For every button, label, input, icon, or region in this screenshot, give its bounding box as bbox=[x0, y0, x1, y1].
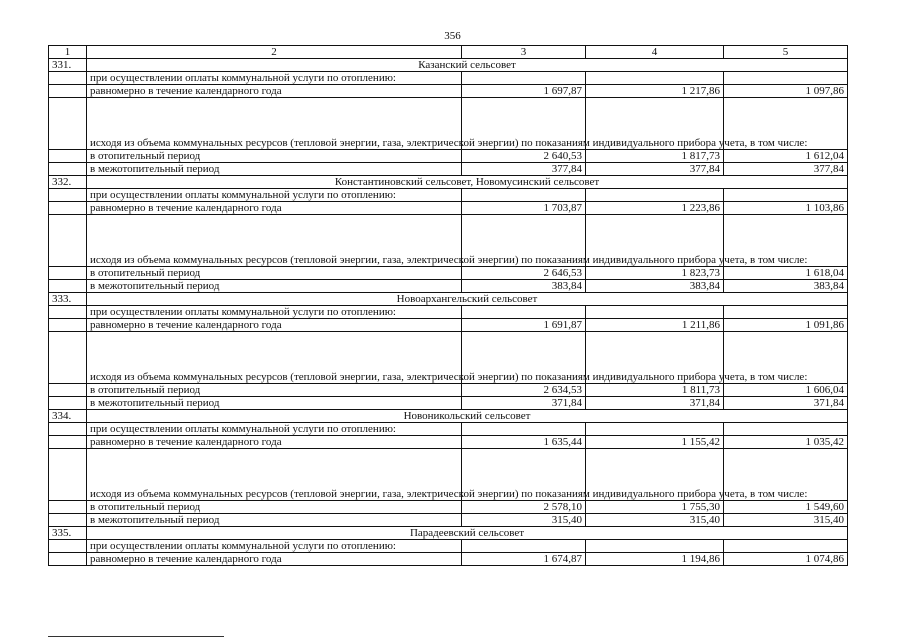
value-cell: 1 703,87 bbox=[462, 202, 586, 215]
uniform-row bbox=[49, 553, 848, 566]
value-cell: 1 618,04 bbox=[724, 267, 848, 280]
number-cell-empty bbox=[49, 436, 87, 449]
number-cell-empty bbox=[49, 215, 87, 267]
row-label: исходя из объема коммунальных ресурсов (тепловой энергии, газа, электрической энергии) по показаниям индивидуального прибора учета, в том числе: bbox=[87, 98, 462, 150]
header-cell: 1 bbox=[49, 46, 87, 59]
row-label: равномерно в течение календарного года bbox=[87, 436, 462, 449]
nonheating-row bbox=[49, 163, 848, 176]
heating-row bbox=[49, 384, 848, 397]
row-label: исходя из объема коммунальных ресурсов (тепловой энергии, газа, электрической энергии) по показаниям индивидуального прибора учета, в том числе: bbox=[87, 449, 462, 501]
value-cell: 1 097,86 bbox=[724, 85, 848, 98]
tariff-table bbox=[48, 45, 848, 566]
value-cell: 1 194,86 bbox=[586, 553, 724, 566]
header-cell: 3 bbox=[462, 46, 586, 59]
row-label: в межотопительный период bbox=[87, 514, 462, 527]
page-number: 356 bbox=[444, 30, 461, 42]
number-cell-empty bbox=[49, 72, 87, 85]
value-cell-empty bbox=[586, 423, 724, 436]
header-cell: 5 bbox=[724, 46, 848, 59]
number-cell-empty bbox=[49, 501, 87, 514]
value-cell: 1 091,86 bbox=[724, 319, 848, 332]
header-cell: 2 bbox=[87, 46, 462, 59]
value-cell: 1 691,87 bbox=[462, 319, 586, 332]
value-cell: 1 155,42 bbox=[586, 436, 724, 449]
value-cell: 315,40 bbox=[462, 514, 586, 527]
heating-row bbox=[49, 501, 848, 514]
row-label: в отопительный период bbox=[87, 384, 462, 397]
value-cell: 2 634,53 bbox=[462, 384, 586, 397]
section-number: 333. bbox=[49, 293, 87, 306]
value-cell-empty bbox=[462, 72, 586, 85]
number-cell-empty bbox=[49, 514, 87, 527]
number-cell-empty bbox=[49, 280, 87, 293]
value-cell-empty bbox=[724, 306, 848, 319]
heating-row bbox=[49, 150, 848, 163]
section-title-row bbox=[49, 293, 848, 306]
value-cell: 1 211,86 bbox=[586, 319, 724, 332]
uniform-row bbox=[49, 319, 848, 332]
section-number: 332. bbox=[49, 176, 87, 189]
value-cell: 2 640,53 bbox=[462, 150, 586, 163]
value-cell: 315,40 bbox=[586, 514, 724, 527]
subheading-row bbox=[49, 540, 848, 553]
value-cell: 383,84 bbox=[462, 280, 586, 293]
row-label: при осуществлении оплаты коммунальной услуги по отоплению: bbox=[87, 189, 462, 202]
value-cell-empty bbox=[724, 423, 848, 436]
header-row bbox=[49, 46, 848, 59]
number-cell-empty bbox=[49, 449, 87, 501]
value-cell-empty bbox=[586, 540, 724, 553]
row-label: равномерно в течение календарного года bbox=[87, 202, 462, 215]
value-cell: 1 635,44 bbox=[462, 436, 586, 449]
section-number: 334. bbox=[49, 410, 87, 423]
section-title-row bbox=[49, 176, 848, 189]
value-cell: 1 549,60 bbox=[724, 501, 848, 514]
number-cell-empty bbox=[49, 267, 87, 280]
value-cell: 383,84 bbox=[586, 280, 724, 293]
value-cell: 1 817,73 bbox=[586, 150, 724, 163]
value-cell: 1 612,04 bbox=[724, 150, 848, 163]
row-label: при осуществлении оплаты коммунальной услуги по отоплению: bbox=[87, 540, 462, 553]
section-number: 335. bbox=[49, 527, 87, 540]
value-cell-empty bbox=[586, 189, 724, 202]
number-cell-empty bbox=[49, 332, 87, 384]
value-cell: 1 674,87 bbox=[462, 553, 586, 566]
section-name: Парадеевский сельсовет bbox=[87, 527, 848, 540]
value-cell: 1 606,04 bbox=[724, 384, 848, 397]
meter-row bbox=[49, 449, 848, 501]
value-cell: 1 823,73 bbox=[586, 267, 724, 280]
value-cell-empty bbox=[462, 423, 586, 436]
value-cell-empty bbox=[586, 72, 724, 85]
row-label: исходя из объема коммунальных ресурсов (тепловой энергии, газа, электрической энергии) по показаниям индивидуального прибора учета, в том числе: bbox=[87, 215, 462, 267]
subheading-row bbox=[49, 306, 848, 319]
row-label: в межотопительный период bbox=[87, 280, 462, 293]
value-cell-empty bbox=[462, 189, 586, 202]
value-cell-empty bbox=[724, 72, 848, 85]
row-label: в отопительный период bbox=[87, 501, 462, 514]
row-label: при осуществлении оплаты коммунальной услуги по отоплению: bbox=[87, 72, 462, 85]
nonheating-row bbox=[49, 397, 848, 410]
value-cell: 2 646,53 bbox=[462, 267, 586, 280]
number-cell-empty bbox=[49, 397, 87, 410]
section-name: Константиновский сельсовет, Новомусинский сельсовет bbox=[87, 176, 848, 189]
row-label: равномерно в течение календарного года bbox=[87, 553, 462, 566]
number-cell-empty bbox=[49, 189, 87, 202]
section-title-row bbox=[49, 59, 848, 72]
value-cell: 377,84 bbox=[462, 163, 586, 176]
section-title-row bbox=[49, 527, 848, 540]
number-cell-empty bbox=[49, 163, 87, 176]
section-number: 331. bbox=[49, 59, 87, 72]
row-label: равномерно в течение календарного года bbox=[87, 85, 462, 98]
value-cell-empty bbox=[724, 540, 848, 553]
number-cell-empty bbox=[49, 85, 87, 98]
section-title-row bbox=[49, 410, 848, 423]
value-cell: 371,84 bbox=[462, 397, 586, 410]
value-cell-empty bbox=[724, 189, 848, 202]
number-cell-empty bbox=[49, 202, 87, 215]
table-body bbox=[49, 46, 848, 566]
value-cell: 371,84 bbox=[586, 397, 724, 410]
uniform-row bbox=[49, 85, 848, 98]
meter-row bbox=[49, 98, 848, 150]
value-cell: 1 217,86 bbox=[586, 85, 724, 98]
value-cell: 1 755,30 bbox=[586, 501, 724, 514]
row-label: исходя из объема коммунальных ресурсов (тепловой энергии, газа, электрической энергии) по показаниям индивидуального прибора учета, в том числе: bbox=[87, 332, 462, 384]
number-cell-empty bbox=[49, 553, 87, 566]
value-cell-empty bbox=[462, 540, 586, 553]
row-label: в межотопительный период bbox=[87, 397, 462, 410]
nonheating-row bbox=[49, 514, 848, 527]
meter-row bbox=[49, 215, 848, 267]
section-name: Новоникольский сельсовет bbox=[87, 410, 848, 423]
row-label: при осуществлении оплаты коммунальной услуги по отоплению: bbox=[87, 306, 462, 319]
value-cell: 1 103,86 bbox=[724, 202, 848, 215]
number-cell-empty bbox=[49, 423, 87, 436]
value-cell: 383,84 bbox=[724, 280, 848, 293]
value-cell-empty bbox=[586, 306, 724, 319]
subheading-row bbox=[49, 189, 848, 202]
nonheating-row bbox=[49, 280, 848, 293]
number-cell-empty bbox=[49, 306, 87, 319]
value-cell: 371,84 bbox=[724, 397, 848, 410]
row-label: при осуществлении оплаты коммунальной услуги по отоплению: bbox=[87, 423, 462, 436]
value-cell: 315,40 bbox=[724, 514, 848, 527]
header-cell: 4 bbox=[586, 46, 724, 59]
value-cell: 1 811,73 bbox=[586, 384, 724, 397]
subheading-row bbox=[49, 72, 848, 85]
footnote-rule bbox=[48, 636, 224, 637]
uniform-row bbox=[49, 202, 848, 215]
value-cell: 1 223,86 bbox=[586, 202, 724, 215]
value-cell: 377,84 bbox=[724, 163, 848, 176]
section-name: Казанский сельсовет bbox=[87, 59, 848, 72]
number-cell-empty bbox=[49, 98, 87, 150]
uniform-row bbox=[49, 436, 848, 449]
row-label: в межотопительный период bbox=[87, 163, 462, 176]
subheading-row bbox=[49, 423, 848, 436]
number-cell-empty bbox=[49, 150, 87, 163]
number-cell-empty bbox=[49, 319, 87, 332]
value-cell: 1 074,86 bbox=[724, 553, 848, 566]
value-cell: 1 035,42 bbox=[724, 436, 848, 449]
row-label: в отопительный период bbox=[87, 267, 462, 280]
meter-row bbox=[49, 332, 848, 384]
value-cell-empty bbox=[462, 306, 586, 319]
value-cell: 1 697,87 bbox=[462, 85, 586, 98]
section-name: Новоархангельский сельсовет bbox=[87, 293, 848, 306]
number-cell-empty bbox=[49, 540, 87, 553]
value-cell: 2 578,10 bbox=[462, 501, 586, 514]
row-label: равномерно в течение календарного года bbox=[87, 319, 462, 332]
row-label: в отопительный период bbox=[87, 150, 462, 163]
heating-row bbox=[49, 267, 848, 280]
value-cell: 377,84 bbox=[586, 163, 724, 176]
number-cell-empty bbox=[49, 384, 87, 397]
